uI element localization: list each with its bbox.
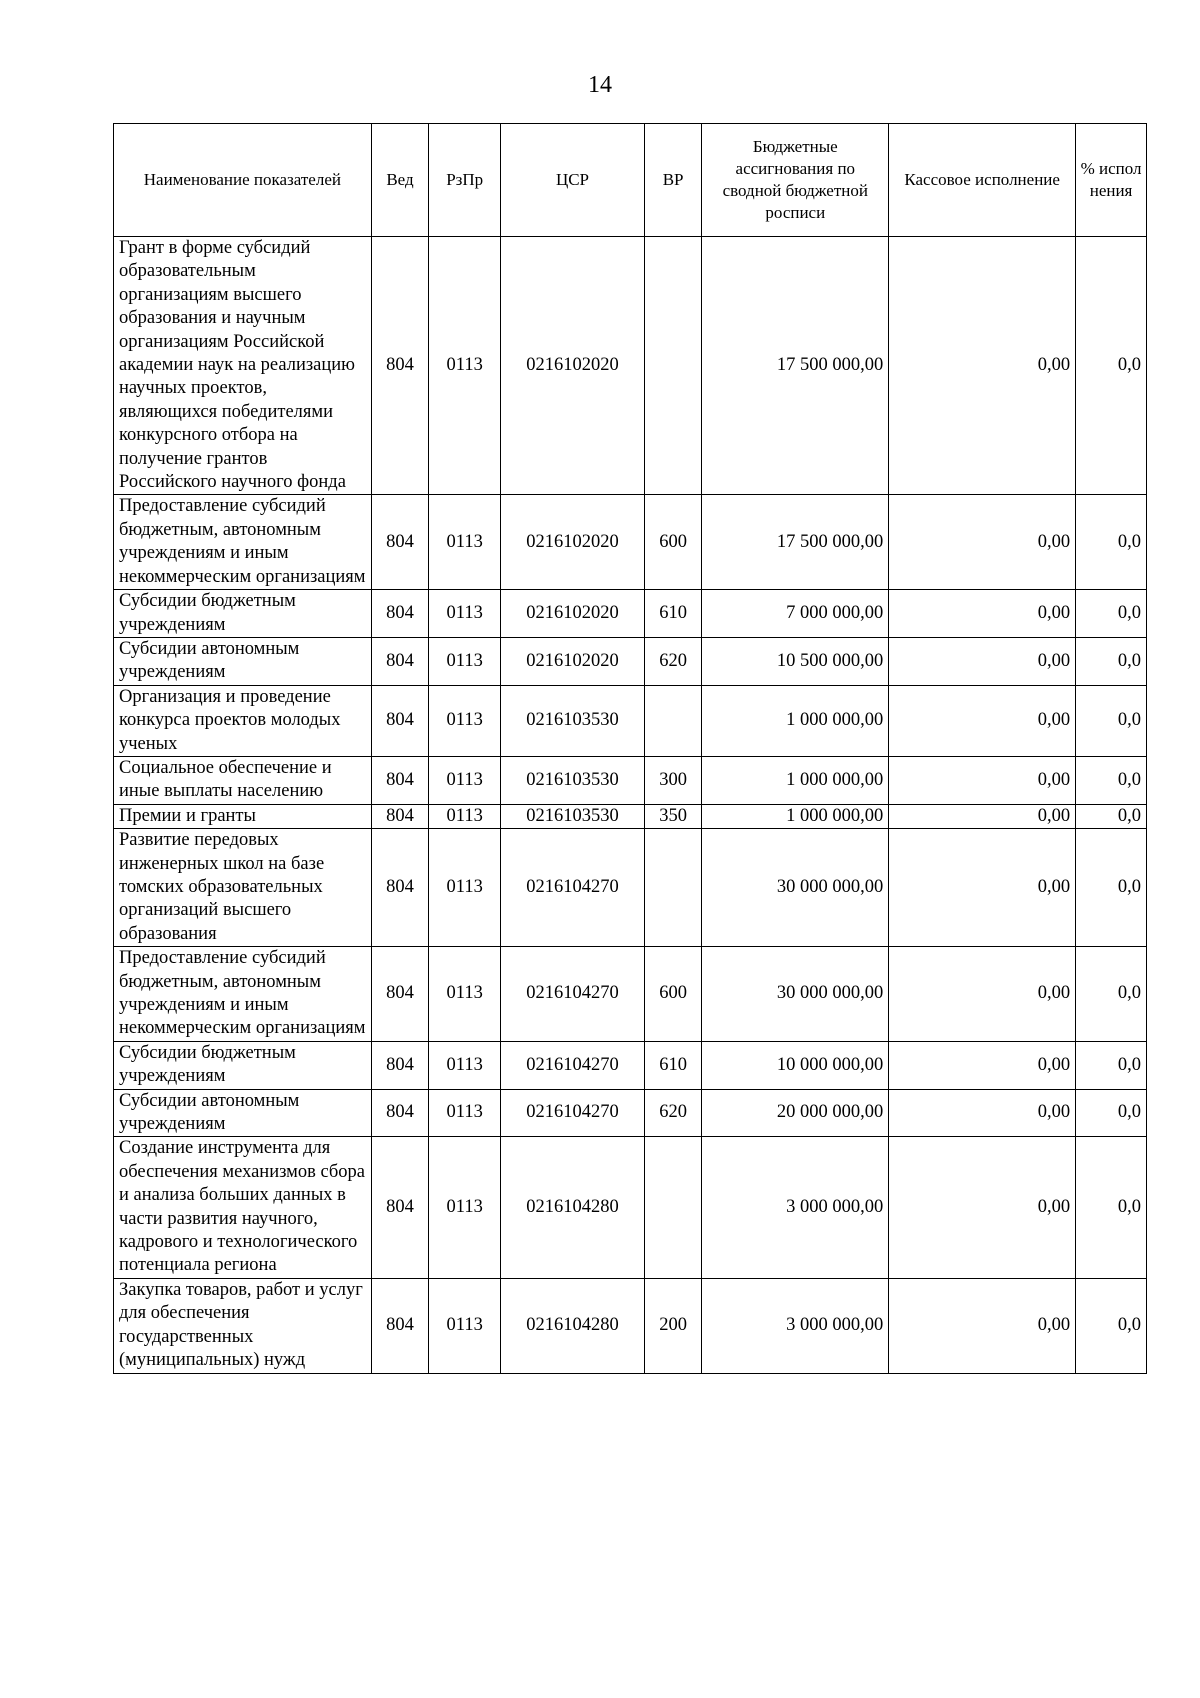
row-percent: 0,0 <box>1076 829 1147 947</box>
row-percent: 0,0 <box>1076 947 1147 1042</box>
row-percent: 0,0 <box>1076 1089 1147 1137</box>
table-row <box>114 756 1147 804</box>
row-ved: 804 <box>371 1089 429 1137</box>
page-number: 14 <box>588 72 612 98</box>
row-csr: 0216104270 <box>501 829 645 947</box>
row-vr <box>644 829 702 947</box>
row-name: Организация и проведение конкурса проектов молодых ученых <box>114 685 372 756</box>
row-csr: 0216104270 <box>501 1041 645 1089</box>
row-budget: 1 000 000,00 <box>702 685 889 756</box>
row-rzpr: 0113 <box>429 237 501 495</box>
row-vr: 610 <box>644 590 702 638</box>
header-ved: Вед <box>371 124 429 237</box>
header-percent: % испол нения <box>1076 124 1147 237</box>
row-budget: 17 500 000,00 <box>702 237 889 495</box>
row-name: Грант в форме субсидий образовательным организациям высшего образования и научным организациям Российской академии наук на реализацию научных проектов, являющихся победителями конкурсного отбора на получение грантов Российского научного фонда <box>114 237 372 495</box>
row-csr: 0216102020 <box>501 637 645 685</box>
row-cash: 0,00 <box>889 637 1076 685</box>
row-percent: 0,0 <box>1076 1137 1147 1278</box>
row-vr: 350 <box>644 804 702 828</box>
row-vr: 620 <box>644 1089 702 1137</box>
table-header-row <box>114 124 1147 237</box>
row-name: Премии и гранты <box>114 804 372 828</box>
row-csr: 0216102020 <box>501 590 645 638</box>
table-row <box>114 1137 1147 1278</box>
header-budget: Бюджетные ассигнования по сводной бюджетной росписи <box>702 124 889 237</box>
row-percent: 0,0 <box>1076 237 1147 495</box>
header-csr: ЦСР <box>501 124 645 237</box>
row-percent: 0,0 <box>1076 1041 1147 1089</box>
table-row <box>114 1089 1147 1137</box>
row-rzpr: 0113 <box>429 685 501 756</box>
row-rzpr: 0113 <box>429 1137 501 1278</box>
row-csr: 0216104270 <box>501 947 645 1042</box>
row-csr: 0216104280 <box>501 1137 645 1278</box>
row-rzpr: 0113 <box>429 804 501 828</box>
row-rzpr: 0113 <box>429 756 501 804</box>
row-ved: 804 <box>371 685 429 756</box>
row-ved: 804 <box>371 1278 429 1373</box>
row-csr: 0216104280 <box>501 1278 645 1373</box>
row-budget: 1 000 000,00 <box>702 804 889 828</box>
row-budget: 3 000 000,00 <box>702 1278 889 1373</box>
row-ved: 804 <box>371 756 429 804</box>
row-cash: 0,00 <box>889 1137 1076 1278</box>
row-csr: 0216102020 <box>501 237 645 495</box>
row-percent: 0,0 <box>1076 637 1147 685</box>
row-name: Субсидии автономным учреждениям <box>114 637 372 685</box>
row-budget: 20 000 000,00 <box>702 1089 889 1137</box>
row-cash: 0,00 <box>889 829 1076 947</box>
header-cash: Кассовое исполнение <box>889 124 1076 237</box>
row-cash: 0,00 <box>889 947 1076 1042</box>
row-budget: 30 000 000,00 <box>702 947 889 1042</box>
row-budget: 17 500 000,00 <box>702 495 889 590</box>
row-percent: 0,0 <box>1076 685 1147 756</box>
table-row <box>114 237 1147 495</box>
row-vr <box>644 1137 702 1278</box>
row-rzpr: 0113 <box>429 947 501 1042</box>
table-row <box>114 1278 1147 1373</box>
row-budget: 7 000 000,00 <box>702 590 889 638</box>
row-csr: 0216104270 <box>501 1089 645 1137</box>
row-cash: 0,00 <box>889 1278 1076 1373</box>
header-name: Наименование показателей <box>114 124 372 237</box>
row-rzpr: 0113 <box>429 495 501 590</box>
table-row <box>114 637 1147 685</box>
row-ved: 804 <box>371 237 429 495</box>
row-vr: 610 <box>644 1041 702 1089</box>
row-rzpr: 0113 <box>429 1089 501 1137</box>
row-ved: 804 <box>371 637 429 685</box>
table-row <box>114 1041 1147 1089</box>
row-vr: 200 <box>644 1278 702 1373</box>
row-rzpr: 0113 <box>429 1041 501 1089</box>
row-vr: 600 <box>644 947 702 1042</box>
row-vr: 300 <box>644 756 702 804</box>
row-budget: 30 000 000,00 <box>702 829 889 947</box>
table-row <box>114 590 1147 638</box>
table-row <box>114 947 1147 1042</box>
header-rzpr: РзПр <box>429 124 501 237</box>
row-name: Субсидии бюджетным учреждениям <box>114 590 372 638</box>
row-rzpr: 0113 <box>429 1278 501 1373</box>
row-vr <box>644 685 702 756</box>
row-csr: 0216103530 <box>501 756 645 804</box>
row-budget: 10 500 000,00 <box>702 637 889 685</box>
row-csr: 0216103530 <box>501 804 645 828</box>
row-budget: 1 000 000,00 <box>702 756 889 804</box>
row-cash: 0,00 <box>889 804 1076 828</box>
row-cash: 0,00 <box>889 495 1076 590</box>
row-rzpr: 0113 <box>429 637 501 685</box>
row-ved: 804 <box>371 947 429 1042</box>
row-cash: 0,00 <box>889 237 1076 495</box>
row-ved: 804 <box>371 829 429 947</box>
row-ved: 804 <box>371 1137 429 1278</box>
row-csr: 0216102020 <box>501 495 645 590</box>
row-budget: 3 000 000,00 <box>702 1137 889 1278</box>
row-name: Развитие передовых инженерных школ на базе томских образовательных организаций высшего образования <box>114 829 372 947</box>
table-row <box>114 685 1147 756</box>
row-budget: 10 000 000,00 <box>702 1041 889 1089</box>
row-cash: 0,00 <box>889 1041 1076 1089</box>
row-ved: 804 <box>371 590 429 638</box>
row-percent: 0,0 <box>1076 590 1147 638</box>
row-name: Субсидии бюджетным учреждениям <box>114 1041 372 1089</box>
row-cash: 0,00 <box>889 590 1076 638</box>
budget-table <box>113 123 1147 1374</box>
row-percent: 0,0 <box>1076 756 1147 804</box>
row-cash: 0,00 <box>889 756 1076 804</box>
table-row <box>114 495 1147 590</box>
table-row <box>114 829 1147 947</box>
row-rzpr: 0113 <box>429 590 501 638</box>
row-vr: 600 <box>644 495 702 590</box>
row-rzpr: 0113 <box>429 829 501 947</box>
row-vr <box>644 237 702 495</box>
row-cash: 0,00 <box>889 685 1076 756</box>
row-ved: 804 <box>371 804 429 828</box>
row-name: Социальное обеспечение и иные выплаты населению <box>114 756 372 804</box>
row-ved: 804 <box>371 495 429 590</box>
header-vr: ВР <box>644 124 702 237</box>
row-name: Субсидии автономным учреждениям <box>114 1089 372 1137</box>
row-percent: 0,0 <box>1076 495 1147 590</box>
row-name: Закупка товаров, работ и услуг для обеспечения государственных (муниципальных) нужд <box>114 1278 372 1373</box>
row-percent: 0,0 <box>1076 1278 1147 1373</box>
row-name: Создание инструмента для обеспечения механизмов сбора и анализа больших данных в части развития научного, кадрового и технологического потенциала региона <box>114 1137 372 1278</box>
row-vr: 620 <box>644 637 702 685</box>
row-name: Предоставление субсидий бюджетным, автономным учреждениям и иным некоммерческим организациям <box>114 495 372 590</box>
row-name: Предоставление субсидий бюджетным, автономным учреждениям и иным некоммерческим организациям <box>114 947 372 1042</box>
row-ved: 804 <box>371 1041 429 1089</box>
table-row <box>114 804 1147 828</box>
row-csr: 0216103530 <box>501 685 645 756</box>
row-cash: 0,00 <box>889 1089 1076 1137</box>
row-percent: 0,0 <box>1076 804 1147 828</box>
